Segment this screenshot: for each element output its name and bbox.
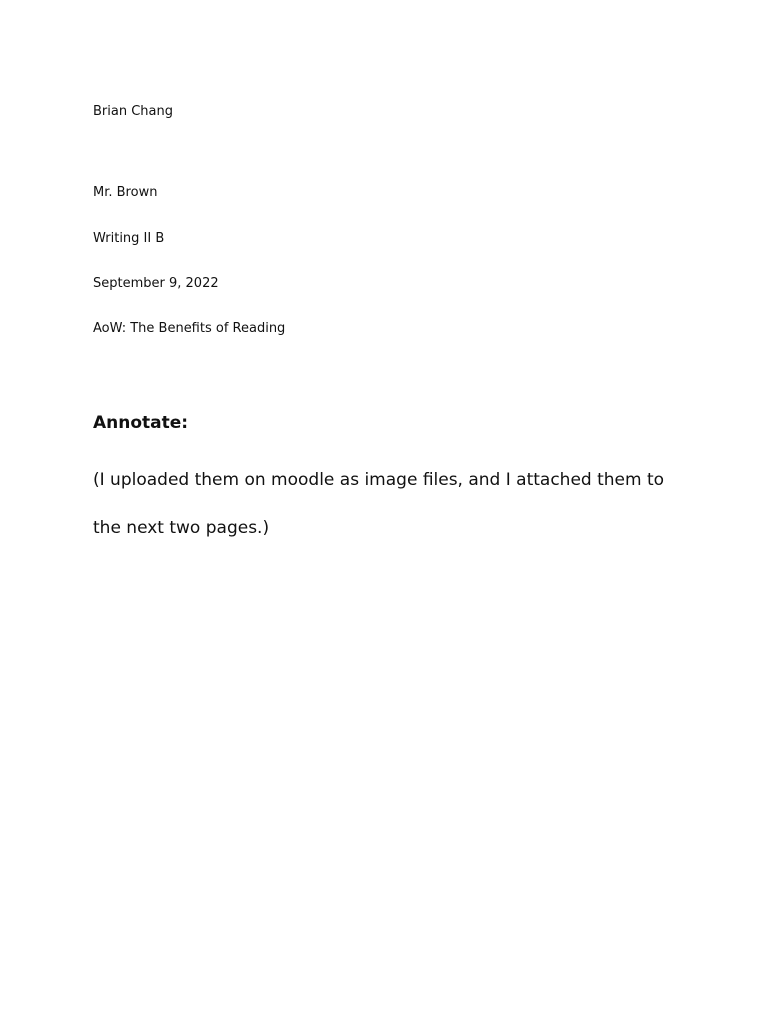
teacher-name: Mr. Brown [93,185,158,200]
assignment-title: AoW: The Benefits of Reading [93,321,286,336]
paragraph-line: (I uploaded them on moodle as image files, and I attached them to [93,470,665,490]
paragraph-line: the next two pages.) [93,518,270,538]
course-name: Writing II B [93,231,165,246]
section-heading: Annotate: [93,413,189,433]
document-date: September 9, 2022 [93,276,219,291]
author-name: Brian Chang [93,104,173,119]
